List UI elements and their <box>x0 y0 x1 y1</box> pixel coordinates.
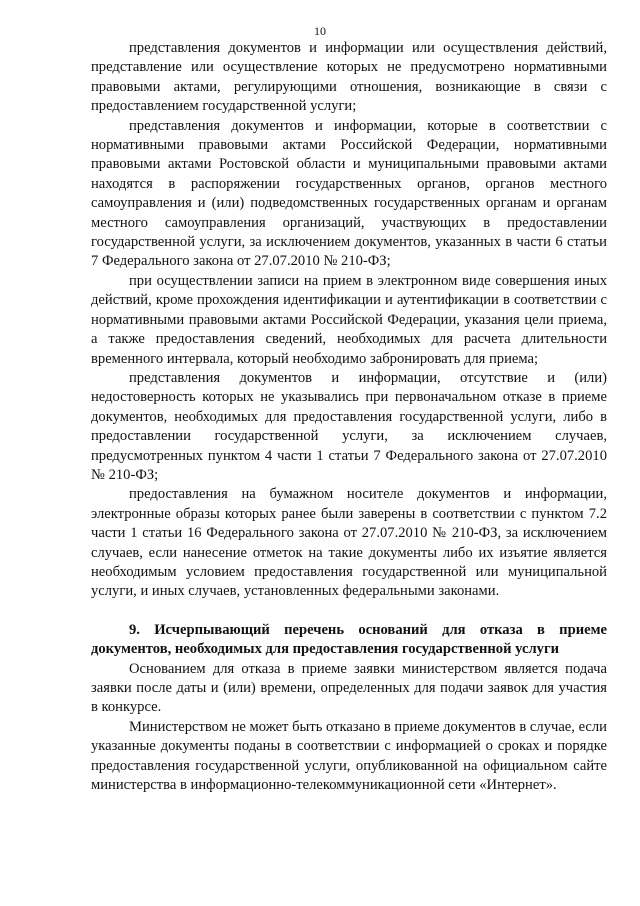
document-body <box>91 39 607 795</box>
paragraph: предоставления на бумажном носителе документов и информации, электронные образы которых ранее были заверены в соответствии с пунктом 7.2 части 1 статьи 16 Федерального закона от 27.07.2010 № 210-ФЗ, за исключением случаев, если нанесение отметок на такие документы либо их изъятие является необходимым условием предоставления государственной или муниципальной услуги, и иных случаев, установленных федеральными законами. <box>91 486 607 600</box>
section-heading: 9. Исчерпывающий перечень оснований для отказа в приеме документов, необходимых для предоставления государственной услуги <box>91 621 607 658</box>
paragraph: представления документов и информации, отсутствие и (или) недостоверность которых не указывались при первоначальном отказе в приеме документов, необходимых для предоставления государственной услуги, либо в предоставлении государственной услуги, за исключением случаев, предусмотренных пунктом 4 части 1 статьи 7 Федерального закона от 27.07.2010 № 210-ФЗ; <box>91 369 607 483</box>
paragraph: представления документов и информации, которые в соответствии с нормативными правовыми актами Российской Федерации, нормативными правовыми актами Ростовской области и муниципальными правовыми актами находятся в распоряжении государственных органов, органов местного самоуправления и (или) подведомственных государственных органам и органам местного самоуправления организаций, участвующих в предоставлении государственной услуги, за исключением документов, указанных в части 6 статьи 7 Федерального закона от 27.07.2010 № 210-ФЗ; <box>91 117 607 270</box>
page-number: 10 <box>314 24 326 38</box>
paragraph: при осуществлении записи на прием в электронном виде совершения иных действий, кроме прохождения идентификации и аутентификации в соответствии с нормативными правовыми актами Российской Федерации, указания цели приема, а также предоставления сведений, необходимых для расчета длительности временного интервала, который необходимо забронировать для приема; <box>91 272 607 367</box>
paragraph: представления документов и информации или осуществления действий, представление или осуществление которых не предусмотрено нормативными правовыми актами, регулирующими отношения, возникающие в связи с предоставлением государственной услуги; <box>91 40 607 115</box>
paragraph: Министерством не может быть отказано в приеме документов в случае, если указанные документы поданы в соответствии с информацией о сроках и порядке предоставления государственной услуги, опубликованной на официальном сайте министерства в информационно-телекоммуникационной сети «Интернет». <box>91 718 607 794</box>
paragraph: Основанием для отказа в приеме заявки министерством является подача заявки после даты и (или) времени, определенных для подачи заявок для участия в конкурсе. <box>91 660 607 716</box>
